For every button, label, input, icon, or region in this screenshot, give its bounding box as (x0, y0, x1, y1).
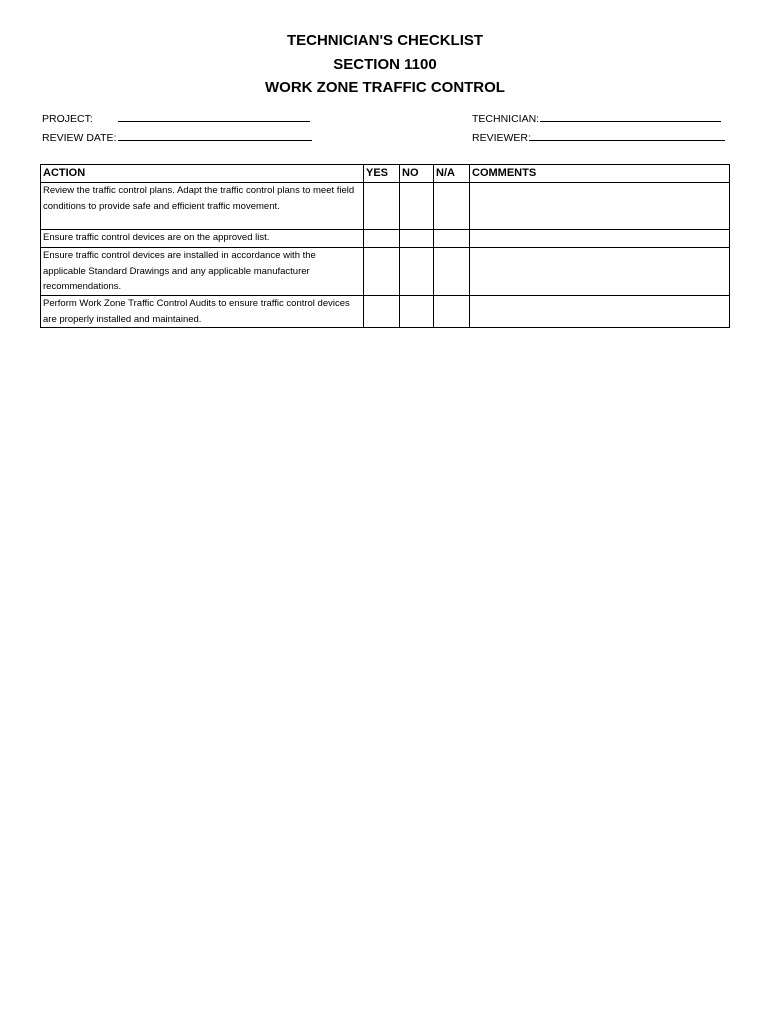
project-label: PROJECT: (42, 113, 93, 125)
yes-cell[interactable] (364, 248, 400, 296)
table-row (41, 183, 730, 230)
comments-cell[interactable] (470, 248, 730, 296)
technician-field (472, 111, 721, 125)
no-cell[interactable] (400, 183, 434, 230)
na-cell[interactable] (434, 248, 470, 296)
header-na: N/A (434, 165, 470, 183)
review-date-label: REVIEW DATE: (42, 132, 117, 144)
table-row (41, 296, 730, 328)
no-cell[interactable] (400, 296, 434, 328)
yes-cell[interactable] (364, 230, 400, 248)
reviewer-field (472, 130, 725, 144)
title-line-2: SECTION 1100 (333, 55, 437, 73)
document-title (0, 29, 770, 100)
action-cell: Perform Work Zone Traffic Control Audits to ensure traffic control devices are properly installed and maintained. (41, 296, 364, 328)
header-action: ACTION (41, 165, 364, 183)
review-date-blank-line[interactable] (118, 130, 312, 141)
no-cell[interactable] (400, 230, 434, 248)
title-line-3: WORK ZONE TRAFFIC CONTROL (265, 79, 505, 96)
table-row (41, 248, 730, 296)
header-yes: YES (364, 165, 400, 183)
reviewer-label: REVIEWER: (472, 132, 531, 144)
technician-blank-line[interactable] (540, 111, 721, 122)
comments-cell[interactable] (470, 230, 730, 248)
technician-label: TECHNICIAN: (472, 113, 540, 125)
project-blank-line[interactable] (118, 111, 310, 122)
project-field (42, 111, 310, 125)
action-cell: Ensure traffic control devices are installed in accordance with the applicable Standard Drawings and any applicable manufacturer recommendations. (41, 248, 364, 296)
comments-cell[interactable] (470, 183, 730, 230)
yes-cell[interactable] (364, 296, 400, 328)
header-comments: COMMENTS (470, 165, 730, 183)
yes-cell[interactable] (364, 183, 400, 230)
checklist-table (40, 164, 730, 328)
comments-cell[interactable] (470, 296, 730, 328)
reviewer-blank-line[interactable] (530, 130, 725, 141)
table-row (41, 230, 730, 248)
no-cell[interactable] (400, 248, 434, 296)
na-cell[interactable] (434, 230, 470, 248)
na-cell[interactable] (434, 183, 470, 230)
table-header-row (41, 165, 730, 183)
title-line-1: TECHNICIAN'S CHECKLIST (286, 32, 484, 49)
review-date-field (42, 130, 312, 144)
header-no: NO (400, 165, 434, 183)
action-cell: Ensure traffic control devices are on the approved list. (41, 230, 364, 248)
action-cell: Review the traffic control plans. Adapt the traffic control plans to meet field conditions to provide safe and efficient traffic movement. (41, 183, 364, 230)
na-cell[interactable] (434, 296, 470, 328)
